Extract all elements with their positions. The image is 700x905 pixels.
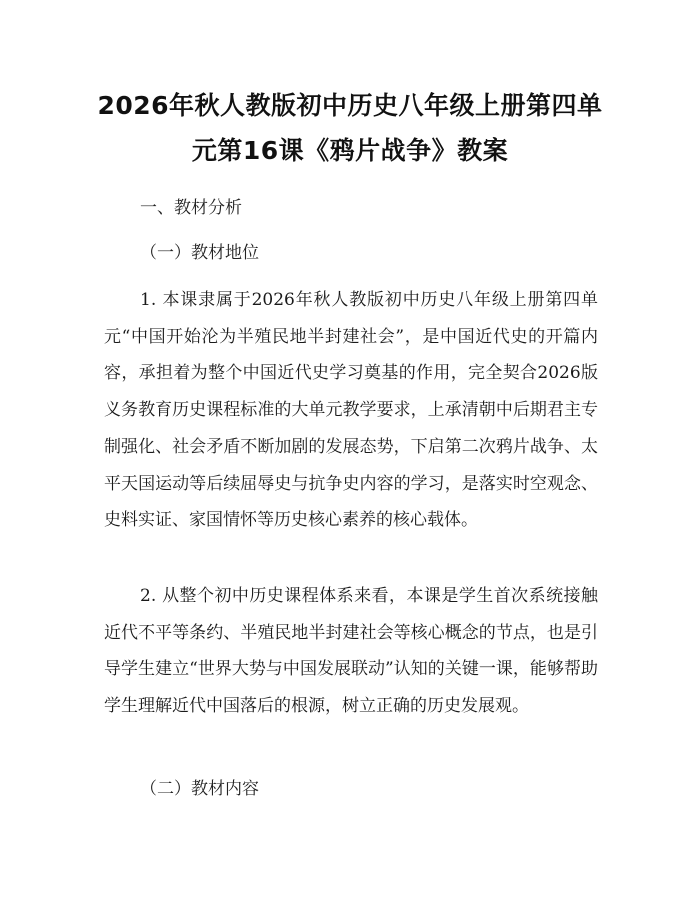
document-title-line-1: 2026年秋人教版初中历史八年级上册第四单: [97, 91, 603, 120]
paragraph-1: 1. 本课隶属于2026年秋人教版初中历史八年级上册第四单元“中国开始沦为半殖民地半封建社会”，是中国近代史的开篇内容，承担着为整个中国近代史学习奠基的作用，完全契合2026版义务教育历史课程标准的大单元教学要求，上承清朝中后期君主专制强化、社会矛盾不断加剧的发展态势，下启第二次鸦片战争、太平天国运动等后续屈辱史与抗争史内容的学习，是落实时空观念、史料实证、家国情怀等历史核心素养的核心载体。: [104, 290, 598, 531]
document-title-line-2: 元第16课《鸦片战争》教案: [191, 136, 509, 165]
section-heading-textbook-analysis: 一、教材分析: [140, 198, 242, 218]
subsection-heading-textbook-content: （二）教材内容: [140, 779, 259, 799]
paragraph-2: 2. 从整个初中历史课程体系来看，本课是学生首次系统接触近代不平等条约、半殖民地半封建社会等核心概念的节点，也是引导学生建立“世界大势与中国发展联动”认知的关键一课，能够帮助学生理解近代中国落后的根源，树立正确的历史发展观。: [104, 586, 598, 717]
subsection-heading-textbook-position: （一）教材地位: [140, 243, 259, 263]
